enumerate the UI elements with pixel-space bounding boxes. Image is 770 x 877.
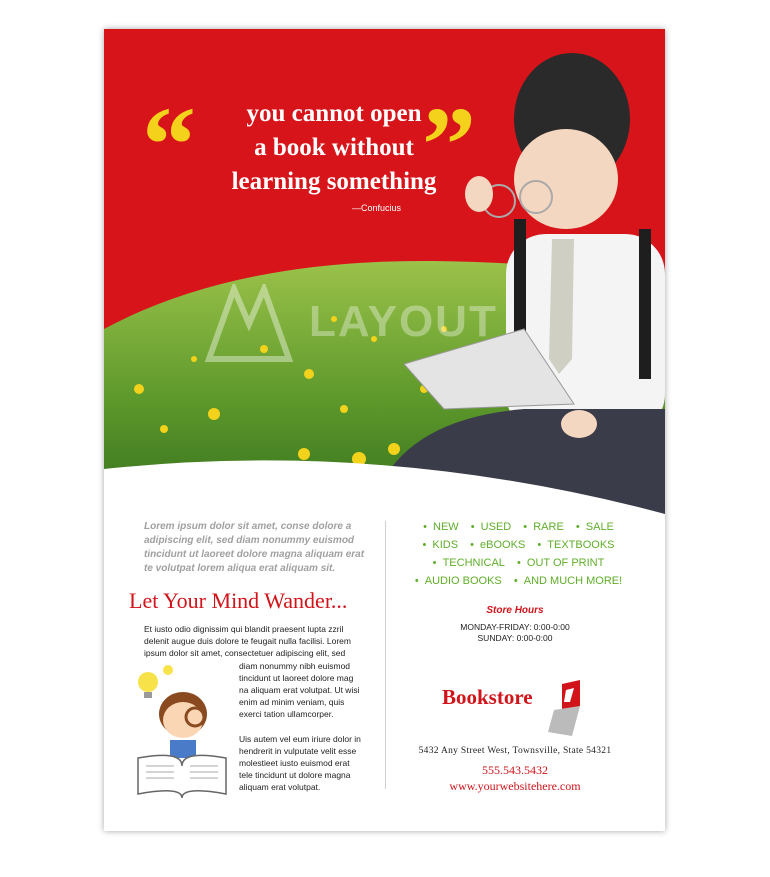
category-item: • TECHNICAL [432,557,505,569]
quote-attribution: —Confucius [352,203,402,213]
category-item: • RARE [523,521,564,533]
category-item: • USED [470,521,512,533]
category-item: • TEXTBOOKS [537,539,615,551]
hero-image [104,29,665,529]
store-hours [400,622,630,644]
watermark-logo-icon [204,284,294,364]
bookstore-logo-icon [540,680,586,736]
store-hours-title: Store Hours [486,605,544,616]
body-paragraph-3: Uis autem vel eum iriure dolor in hendrerit in vulputate velit esse molestieet iusto euismod erat tele tincidunt ut dolore magna aliquam erat volutpat. [239,734,361,792]
category-item: • OUT OF PRINT [516,557,605,569]
hours-sunday: SUNDAY: 0:00-0:00 [477,633,553,643]
watermark-text: LAYOUT [309,297,498,346]
category-item: • eBOOKS [470,539,526,551]
open-quote-mark: “ [142,86,196,205]
category-line [400,518,640,536]
quote-text [189,97,479,199]
hours-weekday: MONDAY-FRIDAY: 0:00-0:00 [460,622,570,632]
reading-child-illustration [130,662,234,798]
intro-text: Lorem ipsum dolor sit amet, conse dolore a adipiscing elit, sed diam nonummy euismod tincidunt ut laoreet dolore magna aliquam erat te volutpat lorem aliqua erat aliquam sit. [144,521,365,574]
quote-line: a book without [254,134,414,161]
category-item: • NEW [423,521,459,533]
close-quote-mark: ” [422,86,476,205]
category-item: • SALE [575,521,614,533]
flyer [104,29,665,831]
category-line [400,554,640,572]
category-line [400,572,640,590]
quote-line: you cannot open [246,100,422,127]
headline: Let Your Mind Wander... [129,588,348,613]
store-phone[interactable]: 555.543.5432 [482,763,548,777]
column-divider [385,521,386,789]
category-line [400,536,640,554]
category-item: • KIDS [422,539,459,551]
body-paragraph-1: Et iusto odio dignissim qui blandit praesent lupta zzril delenit augue duis dolore te feugait nulla facilisi. Lorem ipsum dolor sit amet, consectetuer adipiscing elit, sed [144,624,351,658]
category-item: • AUDIO BOOKS [414,575,502,587]
store-website-link[interactable]: www.yourwebsitehere.com [449,779,581,793]
store-address: 5432 Any Street West, Townsville, State 54321 [418,746,612,756]
quote-line: learning something [231,168,437,195]
category-item: • AND MUCH MORE! [513,575,623,587]
brand-name: Bookstore [442,685,533,709]
body-paragraph-2: diam nonummy nibh euismod tincidunt ut laoreet dolore mag na aliquam erat volutpat. Ut wisi enim ad minim veniam, quis exerci tation ullamcorper. [239,661,360,719]
category-list [400,518,640,590]
